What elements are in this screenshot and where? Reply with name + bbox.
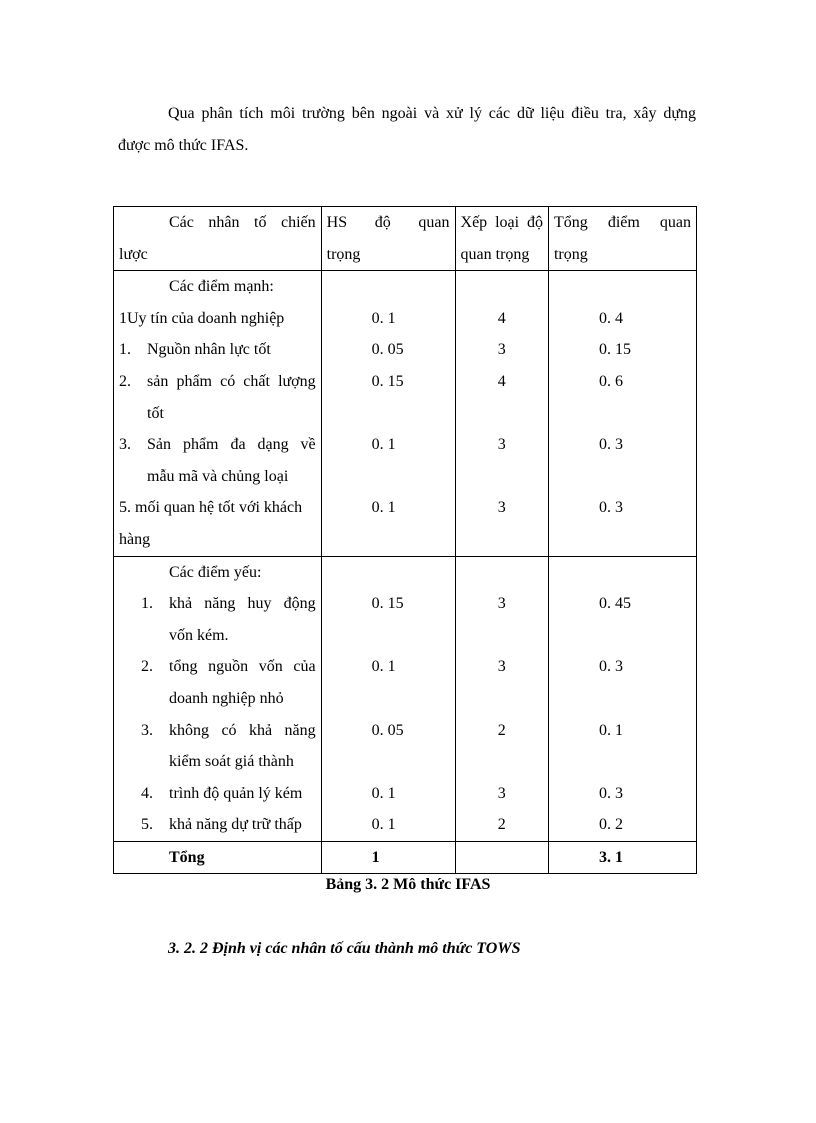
weakness-item-5: [119, 809, 316, 841]
weakness-weight-5: 0. 1: [371, 816, 396, 834]
table-header-row: [114, 207, 697, 271]
strength-score-5: 0. 3: [598, 499, 623, 517]
strength-score-2: 0. 15: [598, 341, 631, 359]
header-rank-line-1: Xếp loại độ: [460, 214, 543, 231]
weaknesses-weights: [321, 556, 455, 841]
weakness-rank-3: 2: [497, 721, 506, 739]
section-heading: 3. 2. 2 Định vị các nhân tố cấu thành mô thức TOWS: [168, 940, 521, 957]
strength-score-3: 0. 6: [598, 372, 623, 390]
weakness-item-5-num: 5.: [141, 816, 153, 834]
intro-paragraph: [118, 98, 696, 162]
strength-score-1: 0. 4: [598, 309, 623, 327]
weakness-weight-1: 0. 15: [371, 595, 404, 613]
ifas-table: [113, 206, 697, 874]
weakness-score-2: 0. 3: [598, 658, 623, 676]
weakness-item-2: [119, 651, 316, 714]
strength-item-5-line-2: hàng: [119, 530, 151, 548]
strength-weight-5: 0. 1: [371, 499, 396, 517]
weakness-item-4: [119, 778, 316, 810]
header-rank-line-2: quan trọng: [460, 245, 530, 263]
strengths-scores: [548, 271, 696, 556]
header-weight-line-1: HS độ quan: [326, 214, 450, 231]
header-score: [548, 207, 696, 271]
weakness-item-3-num: 3.: [141, 721, 153, 739]
weakness-item-4-num: 4.: [141, 784, 153, 802]
weakness-weight-3: 0. 05: [371, 721, 404, 739]
strength-item-4-line-2: mẫu mã và chủng loại: [147, 467, 289, 485]
header-factor-line-2: lược: [119, 245, 148, 263]
weakness-rank-1: 3: [497, 595, 506, 613]
header-factor-line-1: Các nhân tố chiến: [169, 214, 316, 231]
weakness-item-2-line-2: doanh nghiệp nhỏ: [169, 689, 284, 707]
weakness-item-1: [119, 588, 316, 651]
strength-item-2-text: Nguồn nhân lực tốt: [147, 341, 271, 359]
weaknesses-row: [114, 556, 697, 841]
strength-weight-2: 0. 05: [371, 341, 404, 359]
strength-item-4-num: 3.: [119, 436, 131, 454]
weakness-item-2-num: 2.: [141, 658, 153, 676]
total-rank: [455, 841, 548, 874]
strengths-title: Các điểm mạnh:: [169, 278, 274, 296]
strength-score-4: 0. 3: [598, 436, 623, 454]
strengths-row: [114, 271, 697, 556]
weakness-rank-2: 3: [497, 658, 506, 676]
table-caption: Bảng 3. 2 Mô thức IFAS: [325, 876, 491, 893]
strengths-weights: [321, 271, 455, 556]
total-label: Tổng: [114, 841, 322, 874]
weakness-item-1-line-2: vốn kém.: [169, 626, 229, 644]
strength-item-3-line-2: tốt: [147, 404, 164, 422]
strength-item-2-num: 1.: [119, 341, 131, 359]
strength-item-4-line-1: Sản phẩm đa dạng về: [147, 436, 316, 454]
strength-rank-5: 3: [497, 499, 506, 517]
weakness-score-3: 0. 1: [598, 721, 623, 739]
weakness-item-5-text: khả năng dự trữ thấp: [169, 816, 302, 834]
weakness-score-1: 0. 45: [598, 595, 631, 613]
strength-item-1: 1Uy tín của doanh nghiệp: [119, 309, 285, 327]
strengths-factors: [114, 271, 322, 556]
strength-item-3-line-1: sản phẩm có chất lượng: [147, 372, 316, 390]
weakness-item-3: [119, 715, 316, 778]
weakness-item-2-line-1: tổng nguồn vốn của: [169, 658, 316, 676]
weaknesses-factors: [114, 556, 322, 841]
weakness-item-1-line-1: khả năng huy động: [169, 595, 316, 613]
intro-line-2: được mô thức IFAS.: [118, 137, 249, 154]
weakness-score-4: 0. 3: [598, 784, 623, 802]
weakness-rank-4: 3: [497, 784, 506, 802]
strengths-ranks: [455, 271, 548, 556]
header-factor: [114, 207, 322, 271]
header-score-line-2: trọng: [553, 245, 588, 263]
strength-rank-4: 3: [497, 436, 506, 454]
header-weight: [321, 207, 455, 271]
strength-item-3: [119, 366, 316, 429]
strength-weight-4: 0. 1: [371, 436, 396, 454]
header-score-line-1: Tổng điểm quan: [553, 214, 691, 231]
weakness-item-3-line-2: kiểm soát giá thành: [169, 753, 294, 771]
weakness-item-3-line-1: không có khả năng: [169, 721, 316, 739]
strength-item-3-num: 2.: [119, 372, 131, 390]
weaknesses-ranks: [455, 556, 548, 841]
intro-line-1: Qua phân tích môi trường bên ngoài và xử lý các dữ liệu điều tra, xây dựng: [168, 105, 696, 122]
strength-rank-2: 3: [497, 341, 506, 359]
total-weight: 1: [321, 841, 455, 874]
strength-rank-1: 4: [497, 309, 506, 327]
strength-item-5-line-1: 5. mối quan hệ tốt với khách: [119, 499, 303, 517]
weakness-rank-5: 2: [497, 816, 506, 834]
weakness-item-1-num: 1.: [141, 595, 153, 613]
strength-item-4: [119, 429, 316, 492]
weakness-score-5: 0. 2: [598, 816, 623, 834]
strength-rank-3: 4: [497, 372, 506, 390]
weakness-weight-4: 0. 1: [371, 784, 396, 802]
weakness-item-4-text: trình độ quản lý kém: [169, 784, 303, 802]
weaknesses-title: Các điểm yếu:: [169, 563, 262, 581]
weaknesses-scores: [548, 556, 696, 841]
strength-weight-1: 0. 1: [371, 309, 396, 327]
total-row: [114, 841, 697, 874]
header-rank: [455, 207, 548, 271]
strength-item-2: [119, 334, 316, 366]
strength-weight-3: 0. 15: [371, 372, 404, 390]
header-weight-line-2: trọng: [326, 245, 361, 263]
weakness-weight-2: 0. 1: [371, 658, 396, 676]
total-score: 3. 1: [548, 841, 696, 874]
